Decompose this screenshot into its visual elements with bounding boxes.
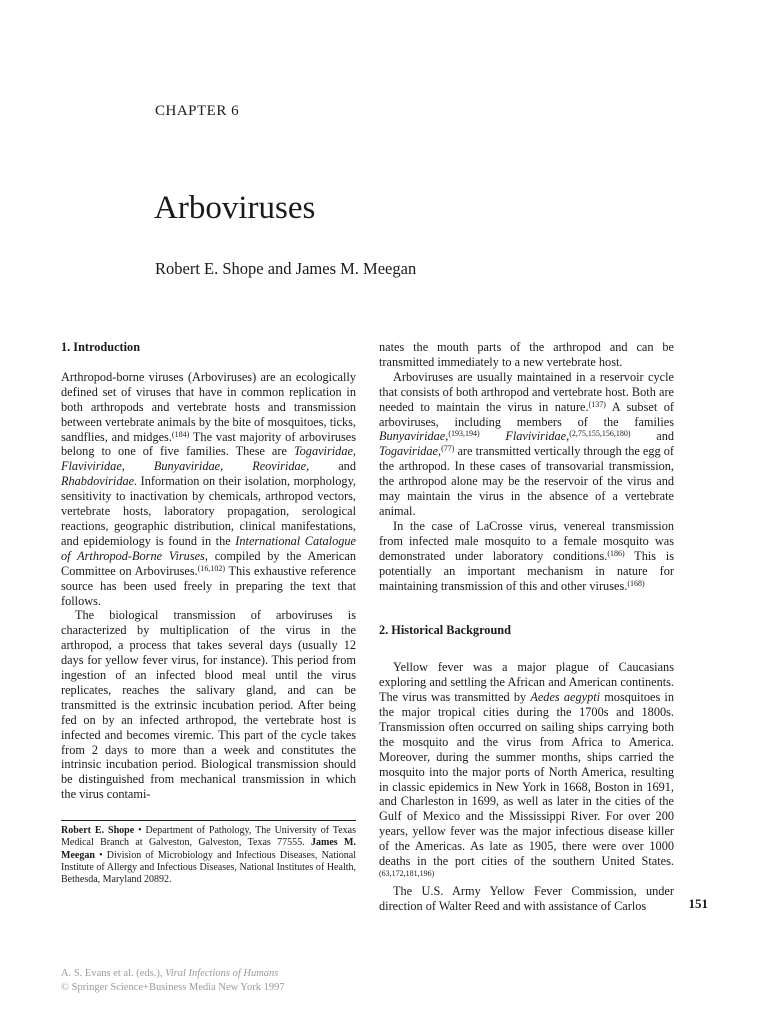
paragraph: The biological transmission of arboviruses is characterized by multiplication of the virus in the arthropod, a process that takes several days (usually 12 days for yellow fever virus, for instance). This period from ingestion of an infected blood meal until the virus replicates, reaches the salivary gland, and can be transmitted is the extrinsic incubation period. After being fed on by an infected arthropod, the vertebrate host is infected and becomes viremic. This part of the cycle takes from 2 days to more than a week and constitutes the intrinsic incubation period. Biological transmission should be distinguished from mechanical transmission in which the virus contami- bbox=[61, 608, 356, 802]
italic-text: Togaviridae, bbox=[379, 444, 442, 459]
bold-text: Robert E. Shope bbox=[61, 825, 135, 836]
bold-text: James M. Meegan bbox=[61, 837, 356, 861]
italic-text: Viral Infections of Humans bbox=[165, 968, 279, 979]
paragraph: Yellow fever was a major plague of Caucasians exploring and settling the African and American continents. The virus was transmitted by Aedes aegypti mosquitoes in the major tropical cities during the 1700s and 1800s. Transmission often occurred on sailing ships carrying both the mosquito and the virus from Africa to America. Moreover, during the summer months, ships carried the mosquito into the major ports of North America, resulting in classic epidemics in New York in 1668, Boston in 1691, and Charleston in 1699, as well as later in the cities of the Gulf of Mexico and the Mississippi River. For over 200 years, yellow fever was the major infectious disease killer of the Americas. As late as 1905, there were over 1000 deaths in the port cities of the southern United States.$^{(63,172,181,196)}$ bbox=[379, 660, 674, 878]
citation-ref: (168) bbox=[627, 578, 645, 588]
section-heading-historical-background: 2. Historical Background bbox=[379, 623, 511, 638]
citation-ref: (193,194) bbox=[448, 429, 480, 439]
citation-ref: (77) bbox=[441, 444, 455, 454]
citation-ref: (16,102) bbox=[197, 563, 226, 573]
left-column bbox=[61, 340, 356, 802]
citation-ref: (63,172,181,196) bbox=[379, 869, 435, 878]
citation-ref: (186) bbox=[607, 548, 625, 558]
section-heading-introduction: 1. Introduction bbox=[61, 340, 141, 354]
paragraph: Arthropod-borne viruses (Arboviruses) are an ecologically defined set of viruses that have in common replication in both arthropods and vertebrate hosts and transmission between vertebrate animals by the bite of mosquitoes, ticks, sandflies, and midges.$^{(184)}$ The vast majority of arboviruses belong to one of five families. These are Togaviridae, Flaviviridae, Bunyaviridae, Reoviridae, and Rhabdoviridae. Information on their isolation, morphology, sensitivity to inactivation by chemicals, arthropod vectors, vertebrate hosts, laboratory propagation, serological reactions, geographic distribution, clinical manifestations, and epidemiology is found in the International Catalogue of Arthropod-Borne Viruses, compiled by the American Committee on Arboviruses.$^{(16,102)}$ This exhaustive reference source has been used freely in preparing the text that follows. bbox=[61, 369, 356, 608]
chapter-title: Arboviruses bbox=[154, 190, 316, 226]
paragraph: In the case of LaCrosse virus, venereal transmission from infected male mosquito to a female mosquito was demonstrated under laboratory conditions.$^{(186)}$ This is potentially an important mechanism in nature for maintaining transmission of this and other viruses.$^{(168)}$ bbox=[379, 518, 674, 593]
paragraph: The U.S. Army Yellow Fever Commission, under direction of Walter Reed and with assistance of Carlos bbox=[379, 883, 674, 913]
italic-text: Flaviviridae, bbox=[505, 429, 570, 444]
source-citation bbox=[61, 967, 285, 995]
italic-text: International Catalogue of Arthropod-Borne Viruses, bbox=[61, 533, 356, 563]
paragraph: nates the mouth parts of the arthropod and can be transmitted immediately to a new vertebrate host. bbox=[379, 340, 674, 369]
source-line-book: A. S. Evans et al. (eds.), Viral Infections of Humans bbox=[61, 968, 279, 979]
source-line-publisher: © Springer Science+Business Media New York 1997 bbox=[61, 982, 285, 993]
citation-ref: (184) bbox=[171, 429, 190, 439]
right-column bbox=[379, 340, 674, 914]
citation-ref: (137) bbox=[588, 399, 606, 409]
italic-text: Aedes aegypti bbox=[530, 690, 601, 705]
italic-text: Bunyaviridae, bbox=[379, 429, 449, 444]
citation-ref: (2,75,155,156,180) bbox=[569, 429, 631, 439]
italic-text: Togaviridae, Flaviviridae, Bunyaviridae, Reoviridae, bbox=[61, 444, 356, 474]
chapter-label: CHAPTER 6 bbox=[155, 103, 240, 119]
page-number: 151 bbox=[688, 896, 708, 911]
authors: Robert E. Shope and James M. Meegan bbox=[155, 259, 417, 278]
paragraph: Arboviruses are usually maintained in a reservoir cycle that consists of both arthropod and vertebrate host. Both are needed to maintain the virus in nature.$^{(137)}$ A subset of arboviruses, including members of the families Bunyaviridae,$^{(193,194)}$ Flaviviridae,$^{(2,75,155,156,180)}$ and Togaviridae,$^{(77)}$ are transmitted vertically through the egg of the arthropod. In these cases of transovarial transmission, the arthropod alone may be the reservoir of the virus and may maintain the virus in the absence of a vertebrate animal. bbox=[379, 369, 675, 518]
footnote-rule bbox=[61, 820, 356, 821]
author-affiliations-footnote: Robert E. Shope • Department of Pathology, The University of Texas Medical Branch at Galveston, Galveston, Texas 77555. James M. Meegan • Division of Microbiology and Infectious Diseases, National Institute of Allergy and Infectious Diseases, National Institutes of Health, Bethesda, Maryland 20892. bbox=[61, 825, 356, 886]
italic-text: Rhabdoviridae. bbox=[61, 474, 138, 489]
